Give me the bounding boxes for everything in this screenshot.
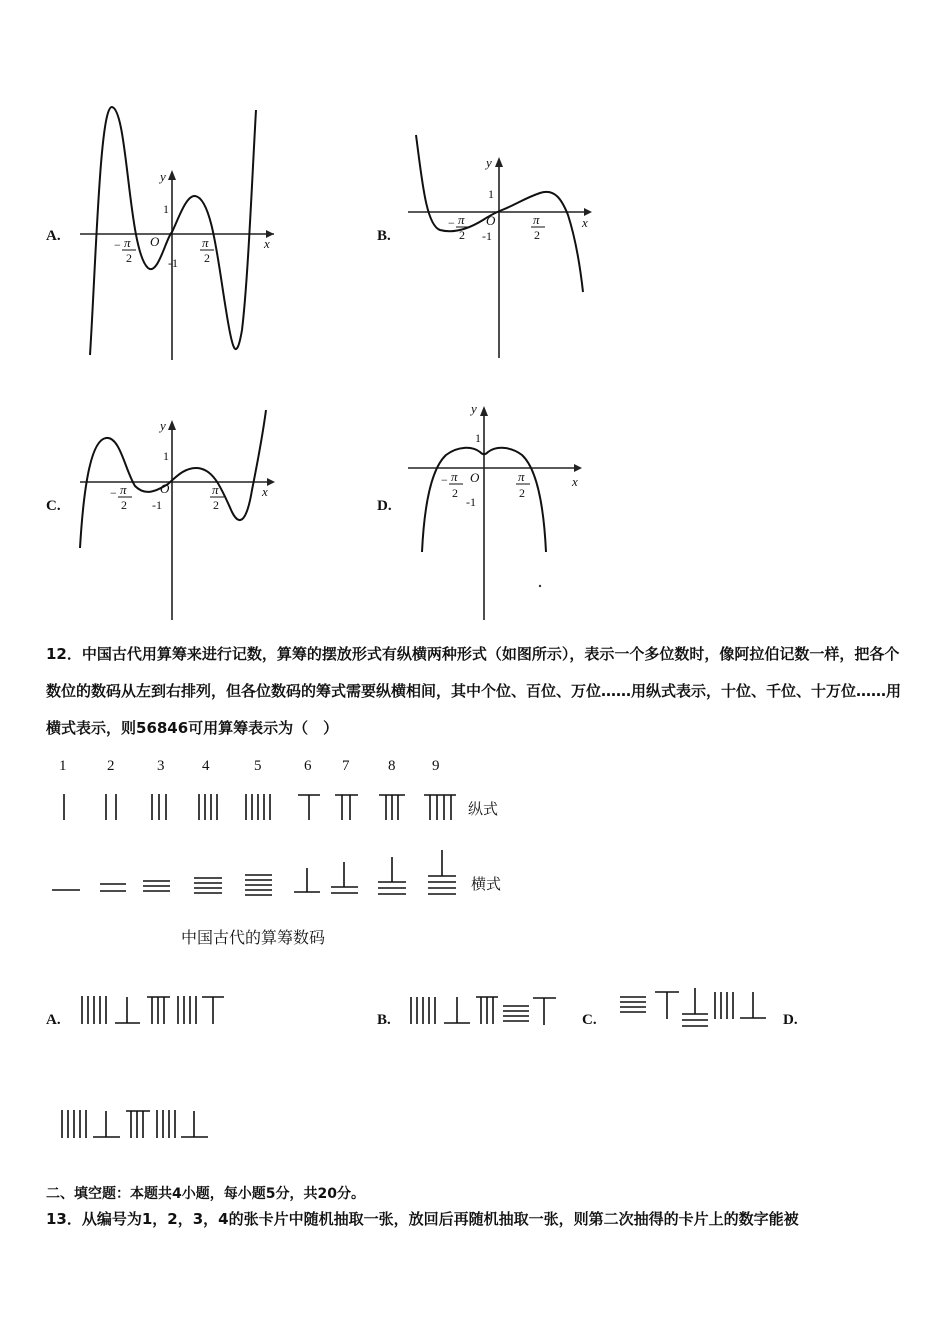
- graph-d-pos-pi: π: [518, 469, 525, 484]
- graph-c-pos-pi: π: [212, 482, 219, 497]
- answer-b-rods: [411, 997, 556, 1025]
- answer-d-rods: [62, 1110, 208, 1138]
- graph-a-minus-one: -1: [168, 256, 178, 270]
- answer-a-label: A.: [46, 1012, 61, 1028]
- graph-a-y-label: y: [160, 169, 166, 184]
- answer-c-label: C.: [582, 1012, 597, 1028]
- graph-c-minus-one: -1: [152, 498, 162, 512]
- digit-7: 7: [342, 758, 350, 774]
- digit-5: 5: [254, 758, 262, 774]
- graph-a-neg-pi: π: [124, 235, 131, 250]
- digit-4: 4: [202, 758, 210, 774]
- graph-b-neg-two: 2: [459, 228, 465, 242]
- graph-c-neg-pi: π: [120, 482, 127, 497]
- digit-3: 3: [157, 758, 165, 774]
- graph-c-origin: O: [160, 481, 170, 496]
- graph-a-x-label: x: [264, 236, 270, 251]
- graph-a-neg-two: 2: [126, 251, 132, 265]
- digit-2: 2: [107, 758, 115, 774]
- option-d-label: D.: [377, 498, 392, 514]
- answer-b-label: B.: [377, 1012, 391, 1028]
- graph-d-y-label: y: [471, 401, 477, 416]
- answer-d-label: D.: [783, 1012, 798, 1028]
- graph-c-x-label: x: [262, 484, 268, 499]
- answer-a-rods: [82, 996, 224, 1024]
- graph-b-origin: O: [486, 213, 496, 228]
- graph-d-one: 1: [475, 431, 481, 445]
- graph-d-minus-one: -1: [466, 495, 476, 509]
- graph-a-pos-pi: π: [202, 235, 209, 250]
- digit-1: 1: [59, 758, 67, 774]
- graph-d-origin: O: [470, 470, 480, 485]
- option-a-label: A.: [46, 228, 61, 244]
- digit-8: 8: [388, 758, 396, 774]
- section-2-heading: 二、填空题：本题共4小题，每小题5分，共20分。: [46, 1186, 365, 1202]
- graph-b-y-label: y: [486, 155, 492, 170]
- question-12-text: 12．中国古代用算筹来进行记数，算筹的摆放形式有纵横两种形式（如图所示），表示一个多位数时，像阿拉伯记数一样，把各个数位的数码从左到右排列，但各位数码的筹式需要纵横相间，其中个位、百位、万位……用纵式表示，十位、千位、十万位……用横式表示，则56846可用算筹表示为（ ）: [46, 645, 902, 737]
- graph-c-one: 1: [163, 449, 169, 463]
- vertical-form-label: 纵式: [468, 800, 499, 818]
- graph-b-neg-pi: π: [458, 212, 465, 227]
- digit-6: 6: [304, 758, 312, 774]
- graph-d-x-label: x: [572, 474, 578, 489]
- graph-d-neg-sign: −: [441, 473, 448, 487]
- graph-c-pos-two: 2: [213, 498, 219, 512]
- graph-b-minus-one: -1: [482, 229, 492, 243]
- graph-b-neg-sign: −: [448, 216, 455, 230]
- graph-d-pos-two: 2: [519, 486, 525, 500]
- graph-d-neg-two: 2: [452, 486, 458, 500]
- answer-c-rods: [620, 988, 766, 1026]
- graph-a-one: 1: [163, 202, 169, 216]
- option-c-label: C.: [46, 498, 61, 514]
- graph-b-one: 1: [488, 187, 494, 201]
- graph-d-neg-pi: π: [451, 469, 458, 484]
- graph-c-neg-sign: −: [110, 486, 117, 500]
- graph-b-pos-pi: π: [533, 212, 540, 227]
- graph-b-pos-two: 2: [534, 228, 540, 242]
- graph-a-pos-two: 2: [204, 251, 210, 265]
- graph-a-neg-sign: −: [114, 238, 121, 252]
- horizontal-form-label: 横式: [471, 875, 502, 893]
- graph-a-origin: O: [150, 234, 160, 249]
- graph-b-x-label: x: [582, 215, 588, 230]
- figure-caption: 中国古代的算筹数码: [181, 928, 326, 947]
- graph-c-neg-two: 2: [121, 498, 127, 512]
- question-13-text: 13．从编号为1，2，3，4的张卡片中随机抽取一张，放回后再随机抽取一张，则第二次抽得的卡片上的数字能被: [46, 1210, 799, 1228]
- digit-9: 9: [432, 758, 440, 774]
- option-b-label: B.: [377, 228, 391, 244]
- graph-c-y-label: y: [160, 418, 166, 433]
